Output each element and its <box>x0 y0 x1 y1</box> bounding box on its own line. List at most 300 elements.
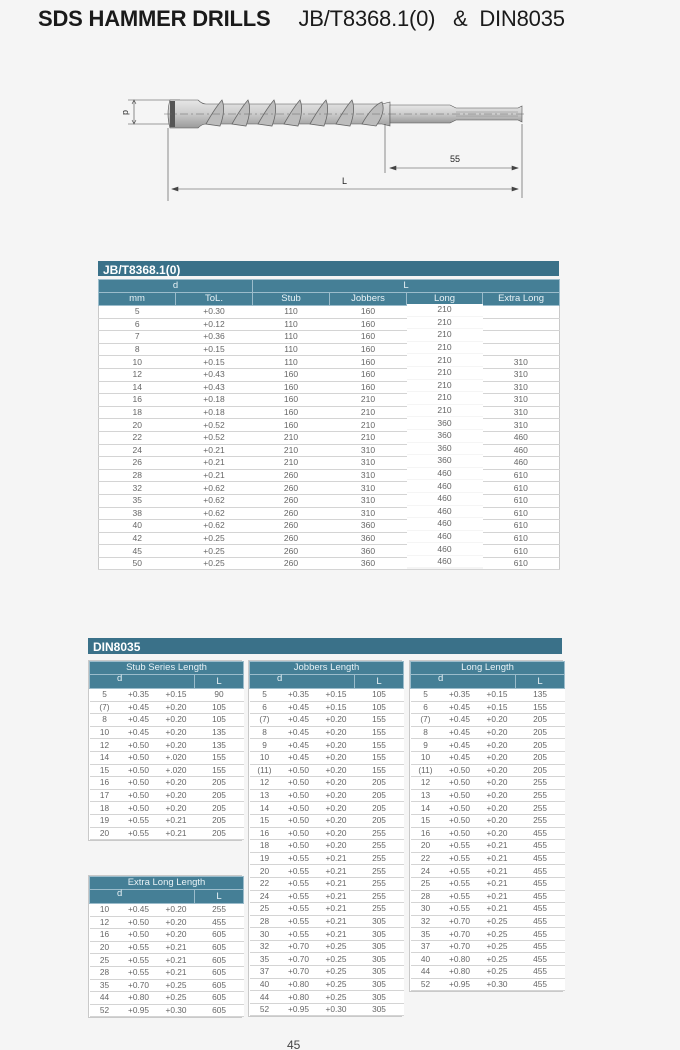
caption-row <box>411 662 565 675</box>
diameter-cell: 37 <box>411 940 441 953</box>
length-cell: 455 <box>516 840 565 853</box>
table-caption: Stub Series Length <box>90 662 244 675</box>
table-row <box>99 306 560 319</box>
tolerance-cell: +0.55 <box>120 966 158 979</box>
length-cell: 305 <box>355 991 404 1004</box>
table-cell: 18 <box>99 406 176 419</box>
tolerance-cell: +0.45 <box>441 726 479 739</box>
table-row <box>250 689 404 702</box>
diameter-cell: (11) <box>250 764 280 777</box>
tolerance-cell: +0.25 <box>479 940 516 953</box>
table-cell: 12 <box>99 368 176 381</box>
tolerance-cell: +0.21 <box>479 840 516 853</box>
length-cell: 455 <box>516 865 565 878</box>
column-header-l: L <box>355 675 404 689</box>
table-cell: 260 <box>253 507 330 520</box>
diameter-cell: 22 <box>250 877 280 890</box>
tolerance-cell: +.020 <box>158 751 195 764</box>
table-cell: 460 <box>407 543 483 556</box>
length-cell: 605 <box>195 929 244 942</box>
diameter-cell: 19 <box>250 852 280 865</box>
table-cell: +0.15 <box>176 343 253 356</box>
table-row <box>99 356 560 369</box>
table-cell: +0.25 <box>176 532 253 545</box>
length-cell: 605 <box>195 979 244 992</box>
tolerance-cell: +0.55 <box>441 903 479 916</box>
diameter-cell: 16 <box>90 929 120 942</box>
table-row <box>250 865 404 878</box>
table-cell: 10 <box>99 356 176 369</box>
table-cell: +0.21 <box>176 457 253 470</box>
table-cell: 160 <box>330 381 407 394</box>
length-cell: 305 <box>355 940 404 953</box>
table-cell: 20 <box>99 419 176 432</box>
table-cell: +0.18 <box>176 394 253 407</box>
table-row <box>411 802 565 815</box>
column-header-l: L <box>195 890 244 904</box>
length-cell: 155 <box>195 764 244 777</box>
table-cell: 210 <box>407 316 483 329</box>
tolerance-cell: +0.25 <box>158 992 195 1005</box>
length-cell: 255 <box>355 840 404 853</box>
length-cell: 205 <box>516 751 565 764</box>
jb-table-title: JB/T8368.1(0) <box>98 261 559 279</box>
table-row <box>90 916 244 929</box>
tolerance-cell: +0.45 <box>441 739 479 752</box>
tolerance-cell: +0.25 <box>318 940 355 953</box>
table-cell: 310 <box>483 356 560 369</box>
length-cell: 105 <box>355 701 404 714</box>
table-row <box>99 318 560 331</box>
table-cell: 610 <box>483 532 560 545</box>
table-cell: 160 <box>253 381 330 394</box>
tolerance-cell: +0.30 <box>479 978 516 991</box>
length-cell: 255 <box>355 865 404 878</box>
table-cell: +0.21 <box>176 469 253 482</box>
length-cell: 155 <box>355 751 404 764</box>
tolerance-cell: +0.55 <box>280 890 318 903</box>
tolerance-cell: +0.55 <box>280 915 318 928</box>
column-header-l: L <box>516 675 565 689</box>
length-cell: 155 <box>195 751 244 764</box>
diameter-cell: 16 <box>411 827 441 840</box>
tolerance-cell: +0.50 <box>120 751 158 764</box>
table-row <box>411 726 565 739</box>
tolerance-cell: +0.20 <box>479 714 516 727</box>
length-cell: 305 <box>355 915 404 928</box>
tolerance-cell: +0.50 <box>280 840 318 853</box>
length-cell: 155 <box>355 764 404 777</box>
diameter-cell: 12 <box>411 777 441 790</box>
diameter-cell: 35 <box>411 928 441 941</box>
diameter-cell: 28 <box>411 890 441 903</box>
length-cell: 305 <box>355 953 404 966</box>
tolerance-cell: +0.20 <box>158 777 195 790</box>
table-cell: 6 <box>99 318 176 331</box>
tolerance-cell: +0.50 <box>280 764 318 777</box>
din-table <box>249 661 404 1016</box>
table-row <box>250 903 404 916</box>
table-cell: 40 <box>99 520 176 533</box>
diameter-cell: (7) <box>411 714 441 727</box>
table-cell: 110 <box>253 331 330 344</box>
tolerance-cell: +0.20 <box>158 904 195 917</box>
din-section <box>88 638 562 657</box>
table-cell <box>483 331 560 344</box>
din-long-table <box>409 660 563 992</box>
shank-dimension <box>168 124 522 201</box>
table-cell: 310 <box>330 469 407 482</box>
length-cell: 455 <box>516 953 565 966</box>
tolerance-cell: +0.21 <box>479 877 516 890</box>
diameter-cell: (7) <box>90 701 120 714</box>
tolerance-cell: +0.20 <box>479 726 516 739</box>
tolerance-cell: +0.20 <box>158 726 195 739</box>
length-cell: 255 <box>516 814 565 827</box>
table-cell <box>483 318 560 331</box>
table-cell: 50 <box>99 557 176 570</box>
table-row <box>99 368 560 381</box>
table-row <box>411 877 565 890</box>
table-row <box>90 689 244 702</box>
length-cell: 605 <box>195 992 244 1005</box>
diameter-cell: 20 <box>90 827 120 840</box>
tolerance-cell: +0.55 <box>120 941 158 954</box>
table-row <box>250 966 404 979</box>
tolerance-cell: +0.20 <box>318 777 355 790</box>
table-row <box>250 991 404 1004</box>
table-cell: 16 <box>99 394 176 407</box>
table-cell: 210 <box>407 392 483 405</box>
length-cell: 255 <box>355 890 404 903</box>
diameter-cell: 10 <box>90 904 120 917</box>
table-row <box>250 1003 404 1016</box>
caption-row <box>250 662 404 675</box>
diameter-cell: 32 <box>250 940 280 953</box>
tolerance-cell: +0.20 <box>318 764 355 777</box>
tolerance-cell: +0.20 <box>479 764 516 777</box>
length-cell: 255 <box>355 852 404 865</box>
length-cell: 455 <box>516 890 565 903</box>
diameter-cell: 6 <box>250 701 280 714</box>
tolerance-cell: +0.20 <box>479 789 516 802</box>
tolerance-cell: +0.70 <box>280 966 318 979</box>
tolerance-cell: +0.20 <box>318 739 355 752</box>
table-row <box>90 739 244 752</box>
diameter-cell: 24 <box>411 865 441 878</box>
length-cell: 205 <box>195 802 244 815</box>
table-cell: 42 <box>99 532 176 545</box>
tolerance-cell: +0.80 <box>441 953 479 966</box>
table-row <box>90 789 244 802</box>
diameter-cell: 52 <box>250 1003 280 1016</box>
tolerance-cell: +0.21 <box>318 890 355 903</box>
table-row <box>90 1004 244 1017</box>
tolerance-cell: +0.20 <box>318 714 355 727</box>
tolerance-cell: +0.55 <box>280 865 318 878</box>
length-cell: 255 <box>516 802 565 815</box>
diameter-cell: 14 <box>411 802 441 815</box>
table-cell: 210 <box>330 406 407 419</box>
jb-column-header-row <box>99 293 560 306</box>
table-caption: Extra Long Length <box>90 877 244 890</box>
table-row <box>411 840 565 853</box>
length-cell: 155 <box>516 701 565 714</box>
table-row <box>250 827 404 840</box>
table-row <box>90 827 244 840</box>
table-cell: 35 <box>99 494 176 507</box>
table-row <box>99 419 560 432</box>
tolerance-cell: +0.45 <box>280 714 318 727</box>
table-cell: +0.15 <box>176 356 253 369</box>
table-cell: +0.52 <box>176 419 253 432</box>
table-row <box>250 840 404 853</box>
table-row <box>99 545 560 558</box>
group-header-l: L <box>253 280 560 293</box>
tolerance-cell: +0.20 <box>318 751 355 764</box>
length-cell: 255 <box>195 904 244 917</box>
table-row <box>250 714 404 727</box>
tolerance-cell: +0.70 <box>441 928 479 941</box>
page-title <box>38 6 565 32</box>
table-cell: 160 <box>330 368 407 381</box>
table-row <box>411 978 565 991</box>
tolerance-cell: +0.55 <box>441 840 479 853</box>
table-row <box>99 381 560 394</box>
tolerance-cell: +0.45 <box>280 739 318 752</box>
table-cell: 610 <box>483 469 560 482</box>
table-cell: 460 <box>407 505 483 518</box>
tolerance-cell: +0.45 <box>280 726 318 739</box>
table-cell: 110 <box>253 343 330 356</box>
tolerance-cell: +0.50 <box>280 789 318 802</box>
table-cell: 610 <box>483 520 560 533</box>
tolerance-cell: +0.21 <box>158 941 195 954</box>
table-cell: +0.12 <box>176 318 253 331</box>
tolerance-cell: +0.55 <box>280 877 318 890</box>
din-table <box>89 876 244 1017</box>
tolerance-cell: +0.70 <box>280 953 318 966</box>
tolerance-cell: +0.95 <box>120 1004 158 1017</box>
table-row <box>250 802 404 815</box>
tolerance-cell: +0.45 <box>120 726 158 739</box>
table-cell: 460 <box>407 492 483 505</box>
diameter-cell: 13 <box>250 789 280 802</box>
table-cell: 260 <box>253 494 330 507</box>
table-cell: 310 <box>330 482 407 495</box>
caption-row <box>90 662 244 675</box>
tolerance-cell: +0.55 <box>280 928 318 941</box>
table-cell: 610 <box>483 545 560 558</box>
table-row <box>250 915 404 928</box>
table-row <box>99 431 560 444</box>
diameter-cell: 17 <box>90 789 120 802</box>
tolerance-cell: +0.20 <box>318 840 355 853</box>
table-cell: 26 <box>99 457 176 470</box>
table-row <box>99 343 560 356</box>
diameter-cell: 28 <box>250 915 280 928</box>
tolerance-cell: +0.50 <box>441 777 479 790</box>
table-row <box>250 739 404 752</box>
table-cell: 610 <box>483 494 560 507</box>
tolerance-cell: +0.21 <box>318 915 355 928</box>
table-cell: 460 <box>407 467 483 480</box>
tolerance-cell: +0.25 <box>479 966 516 979</box>
tolerance-cell: +0.15 <box>479 701 516 714</box>
table-row <box>411 777 565 790</box>
table-cell: 160 <box>253 368 330 381</box>
tolerance-cell: +0.25 <box>479 928 516 941</box>
column-header-l: L <box>195 675 244 689</box>
table-cell: 28 <box>99 469 176 482</box>
tolerance-cell: +0.20 <box>158 701 195 714</box>
tolerance-cell: +0.45 <box>441 714 479 727</box>
length-cell: 455 <box>516 940 565 953</box>
shank-length-label: 55 <box>450 154 461 164</box>
table-row <box>411 928 565 941</box>
table-cell: +0.43 <box>176 381 253 394</box>
diameter-cell: 35 <box>90 979 120 992</box>
table-row <box>411 890 565 903</box>
table-cell: 160 <box>253 394 330 407</box>
length-cell: 305 <box>355 928 404 941</box>
column-header-d: d <box>90 890 195 904</box>
table-cell: 360 <box>407 429 483 442</box>
diameter-cell: 15 <box>90 764 120 777</box>
table-cell: 460 <box>407 555 483 568</box>
diameter-cell: 8 <box>250 726 280 739</box>
table-cell: 210 <box>407 329 483 342</box>
tolerance-cell: +0.25 <box>318 953 355 966</box>
tolerance-cell: +0.20 <box>158 789 195 802</box>
table-cell: 5 <box>99 306 176 319</box>
table-row <box>90 701 244 714</box>
tolerance-cell: +0.70 <box>441 915 479 928</box>
table-cell: 460 <box>483 431 560 444</box>
table-row <box>99 557 560 570</box>
diameter-cell: (7) <box>250 714 280 727</box>
table-row <box>250 890 404 903</box>
table-row <box>250 877 404 890</box>
table-cell: 7 <box>99 331 176 344</box>
table-row <box>250 978 404 991</box>
diameter-cell: 20 <box>411 840 441 853</box>
table-cell: 24 <box>99 444 176 457</box>
table-row <box>250 777 404 790</box>
diameter-cell: 5 <box>90 689 120 702</box>
length-cell: 135 <box>195 739 244 752</box>
table-row <box>99 507 560 520</box>
table-cell: 460 <box>483 457 560 470</box>
table-cell: 310 <box>330 507 407 520</box>
table-row <box>411 865 565 878</box>
diameter-cell: 25 <box>411 877 441 890</box>
diameter-label: d <box>121 110 131 116</box>
table-cell: 210 <box>253 444 330 457</box>
length-cell: 205 <box>195 789 244 802</box>
table-cell <box>483 306 560 319</box>
tolerance-cell: +0.20 <box>158 916 195 929</box>
table-cell: 22 <box>99 431 176 444</box>
table-row <box>90 802 244 815</box>
length-cell: 255 <box>355 903 404 916</box>
table-row <box>411 903 565 916</box>
table-row <box>250 789 404 802</box>
diameter-cell: 14 <box>90 751 120 764</box>
column-header-d: d <box>90 675 195 689</box>
tolerance-cell: +0.45 <box>280 751 318 764</box>
tolerance-cell: +0.21 <box>479 890 516 903</box>
length-cell: 305 <box>355 978 404 991</box>
length-cell: 305 <box>355 966 404 979</box>
column-header-extra-long: Extra Long <box>483 293 560 306</box>
tolerance-cell: +0.55 <box>120 954 158 967</box>
diameter-cell: 12 <box>90 739 120 752</box>
tolerance-cell: +0.50 <box>441 802 479 815</box>
table-cell: 360 <box>407 455 483 468</box>
diameter-cell: 37 <box>250 966 280 979</box>
jb-group-header-row <box>99 280 560 293</box>
diameter-cell: 8 <box>411 726 441 739</box>
table-cell: 610 <box>483 482 560 495</box>
table-cell: 110 <box>253 318 330 331</box>
table-cell: 260 <box>253 482 330 495</box>
column-header-row <box>411 675 565 689</box>
table-cell: 210 <box>407 404 483 417</box>
table-cell: 260 <box>253 545 330 558</box>
length-cell: 455 <box>516 966 565 979</box>
diameter-cell: 32 <box>411 915 441 928</box>
tolerance-cell: +0.25 <box>479 953 516 966</box>
tolerance-cell: +0.20 <box>479 751 516 764</box>
table-cell: 360 <box>330 545 407 558</box>
tolerance-cell: +0.15 <box>318 701 355 714</box>
tolerance-cell: +0.45 <box>441 751 479 764</box>
tolerance-cell: +0.80 <box>280 991 318 1004</box>
table-row <box>250 953 404 966</box>
tolerance-cell: +0.21 <box>158 966 195 979</box>
diameter-cell: 25 <box>90 954 120 967</box>
diameter-cell: 16 <box>250 827 280 840</box>
table-cell: 310 <box>330 444 407 457</box>
table-row <box>411 915 565 928</box>
table-caption: Long Length <box>411 662 565 675</box>
length-cell: 205 <box>355 802 404 815</box>
length-cell: 135 <box>195 726 244 739</box>
table-cell: +0.25 <box>176 557 253 570</box>
table-cell: 32 <box>99 482 176 495</box>
table-cell: 210 <box>407 379 483 392</box>
table-cell: 460 <box>407 530 483 543</box>
length-cell: 155 <box>355 714 404 727</box>
column-header-stub: Stub <box>253 293 330 306</box>
table-row <box>99 532 560 545</box>
table-row <box>90 979 244 992</box>
length-cell: 155 <box>355 726 404 739</box>
tolerance-cell: +0.21 <box>158 814 195 827</box>
diameter-cell: 15 <box>411 814 441 827</box>
diameter-cell: 9 <box>411 739 441 752</box>
table-cell: +0.25 <box>176 545 253 558</box>
table-cell: 210 <box>407 341 483 354</box>
table-cell: +0.52 <box>176 431 253 444</box>
table-row <box>250 701 404 714</box>
table-cell: 310 <box>483 419 560 432</box>
table-cell: 310 <box>483 394 560 407</box>
tolerance-cell: +0.15 <box>318 689 355 702</box>
diameter-cell: 10 <box>411 751 441 764</box>
length-cell: 255 <box>516 789 565 802</box>
